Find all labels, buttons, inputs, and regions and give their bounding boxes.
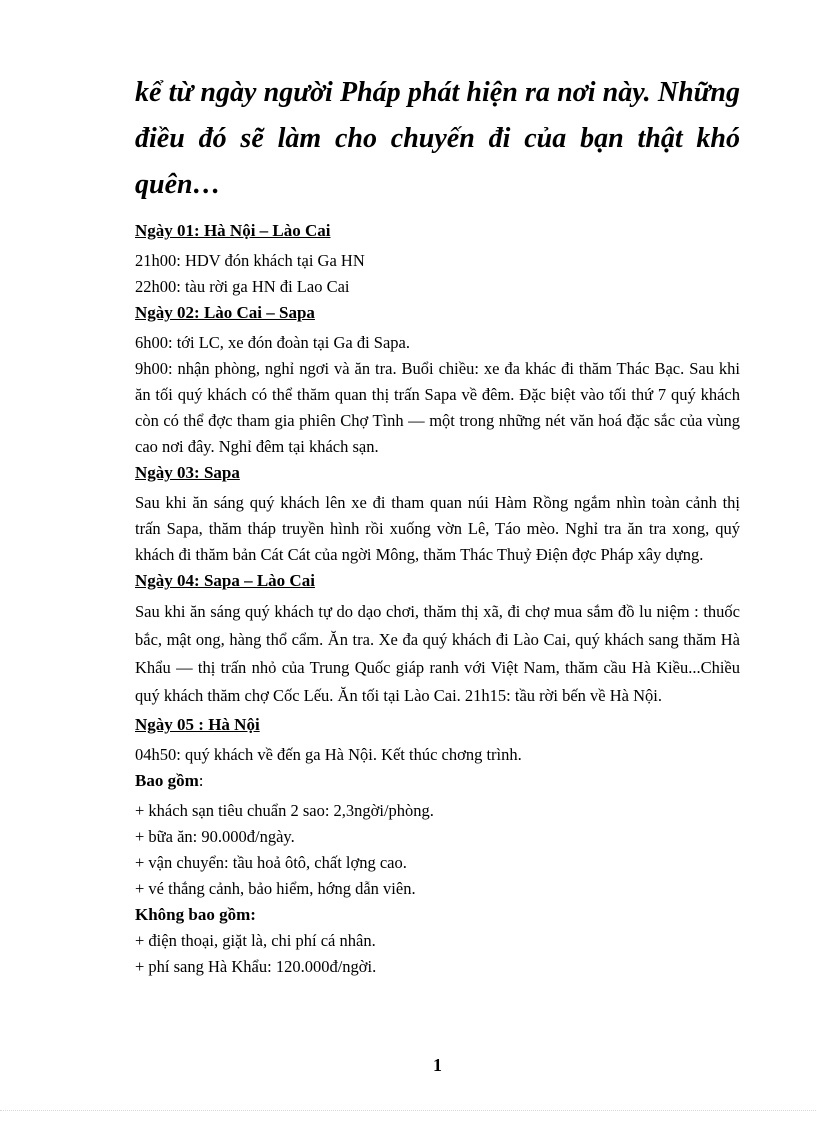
itinerary-line: 04h50: quý khách về đến ga Hà Nội. Kết thúc chơng trình. [135, 745, 522, 764]
day-section [135, 460, 740, 568]
day-section [135, 214, 740, 300]
included-section [135, 768, 740, 902]
footer-divider [0, 1110, 816, 1111]
intro-line: kể từ ngày người Pháp phát hiện ra nơi này. Những [135, 77, 740, 108]
itinerary-line: 22h00: tàu rời ga HN đi Lao Cai [135, 277, 350, 296]
excluded-heading: Không bao gồm: [135, 905, 256, 924]
itinerary-line: 6h00: tới LC, xe đón đoàn tại Ga đi Sapa. [135, 333, 410, 352]
document-page [135, 0, 740, 1075]
itinerary-paragraph: Sau khi ăn sáng quý khách tự do dạo chơi, thăm thị xã, đi chợ mua sắm đồ lu niệm : thuốc bắc, mật ong, hàng thổ cẩm. Ăn tra. Xe đa quý khách đi Lào Cai, quý khách sang thăm Hà Khẩu — thị trấn nhỏ của Trung Quốc giáp ranh với Việt Nam, thăm cầu Hà Kiều...Chiều quý khách thăm chợ Cốc Lếu. Ăn tối tại Lào Cai. 21h15: tầu rời bến về Hà Nội. [135, 602, 740, 705]
day-heading: Ngày 02: Lào Cai – Sapa [135, 303, 315, 322]
intro-line: quên… [135, 169, 221, 200]
intro-paragraph [135, 0, 740, 208]
itinerary-paragraph: 9h00: nhận phòng, nghỉ ngơi và ăn tra. Buổi chiều: xe đa khác đi thăm Thác Bạc. Sau khi ăn tối quý khách có thể thăm quan thị trấn Sapa về đêm. Đặc biệt vào tối thứ 7 quý khách còn có thể đợc tham gia phiên Chợ Tình — một trong những nét văn hoá đặc sắc của vùng cao nơi đây. Nghỉ đêm tại khách sạn. [135, 359, 740, 456]
excluded-section [135, 902, 740, 980]
excluded-item: + phí sang Hà Khẩu: 120.000đ/ngời. [135, 957, 377, 976]
included-item: + bữa ăn: 90.000đ/ngày. [135, 827, 295, 846]
included-item: + khách sạn tiêu chuẩn 2 sao: 2,3ngời/phòng. [135, 801, 434, 820]
day-heading: Ngày 04: Sapa – Lào Cai [135, 571, 315, 590]
day-heading: Ngày 01: Hà Nội – Lào Cai [135, 221, 331, 240]
day-section [135, 300, 740, 460]
day-section [135, 568, 740, 710]
included-item: + vé thắng cảnh, bảo hiểm, hớng dẫn viên. [135, 879, 416, 898]
included-item: + vận chuyển: tầu hoả ôtô, chất lợng cao. [135, 853, 407, 872]
included-heading [135, 768, 203, 794]
day-heading: Ngày 03: Sapa [135, 463, 240, 482]
intro-line: điều đó sẽ làm cho chuyến đi của bạn thật khó [135, 123, 740, 154]
itinerary-line: 21h00: HDV đón khách tại Ga HN [135, 251, 365, 270]
itinerary-paragraph: Sau khi ăn sáng quý khách lên xe đi tham quan núi Hàm Rồng ngắm nhìn toàn cảnh thị trấn Sapa, thăm tháp truyền hình rồi xuống vờn Lê, Táo mèo. Nghỉ tra ăn tra xong, quý khách đi thăm bản Cát Cát của ngời Mông, thăm Thác Thuỷ Điện đợc Pháp xây dựng. [135, 493, 740, 564]
included-title: Bao gồm [135, 771, 199, 790]
page-number: 1 [433, 1055, 442, 1075]
excluded-item: + điện thoại, giặt là, chi phí cá nhân. [135, 931, 376, 950]
day-heading: Ngày 05 : Hà Nội [135, 715, 260, 734]
day-section [135, 710, 740, 768]
included-colon: : [198, 771, 204, 790]
